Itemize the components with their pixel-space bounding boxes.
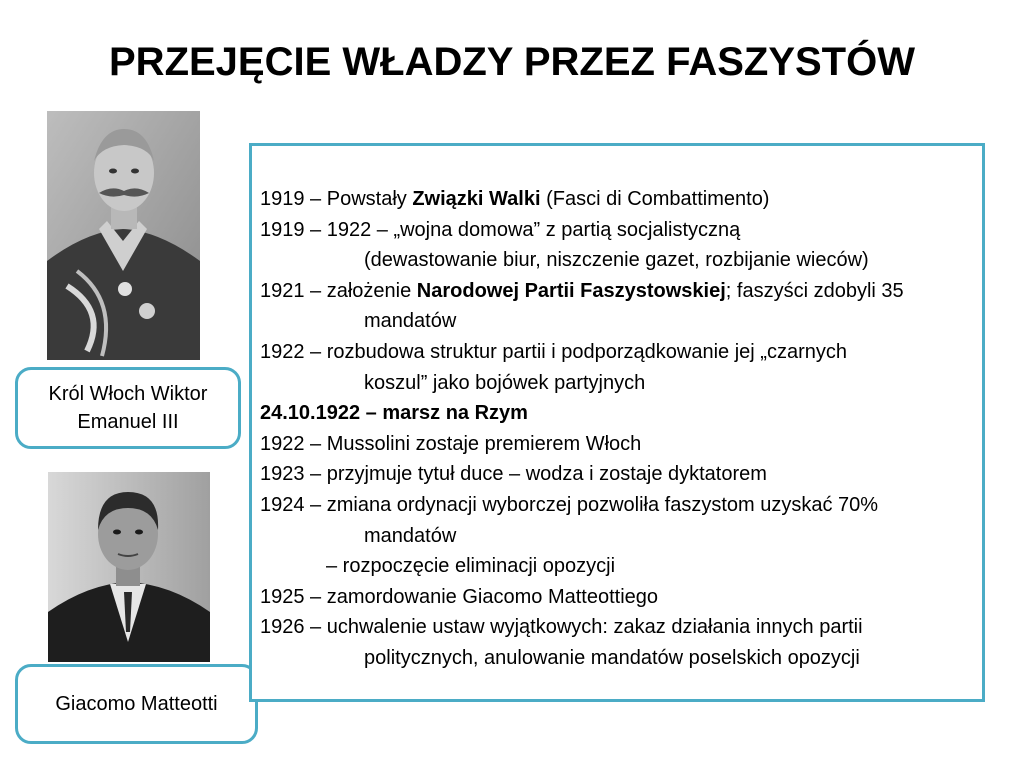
- timeline-line-6: 1922 – rozbudowa struktur partii i podporządkowanie jej „czarnych: [260, 340, 847, 363]
- timeline-line-3: (dewastowanie biur, niszczenie gazet, rozbijanie wieców): [364, 249, 869, 272]
- timeline-line-16: politycznych, anulowanie mandatów poselskich opozycji: [364, 646, 860, 669]
- timeline-box: [249, 143, 985, 702]
- matteotti-portrait-image: [48, 472, 210, 662]
- matteotti-portrait-drawing: [48, 472, 210, 662]
- timeline-bold-text: Związki Walki: [412, 188, 541, 210]
- timeline-line-2: 1919 – 1922 – „wojna domowa” z partią socjalistyczną: [260, 218, 741, 241]
- timeline-line-13: – rozpoczęcie eliminacji opozycji: [326, 555, 616, 578]
- matteotti-caption: [15, 664, 258, 744]
- king-portrait-drawing: [47, 111, 200, 360]
- king-portrait-image: [47, 111, 200, 360]
- matteotti-caption-text: Giacomo Matteotti: [55, 693, 218, 715]
- timeline-line-8: 24.10.1922 – marsz na Rzym: [260, 402, 528, 425]
- timeline-line-11: 1924 – zmiana ordynacji wyborczej pozwoliła faszystom uzyskać 70%: [260, 493, 879, 516]
- timeline-text: (Fasci di Combattimento): [540, 188, 770, 210]
- timeline-text: ; faszyści zdobyli 35: [725, 279, 904, 302]
- timeline-line-10: 1923 – przyjmuje tytuł duce – wodza i zostaje dyktatorem: [260, 463, 767, 486]
- timeline-line-5: mandatów: [364, 310, 457, 333]
- timeline-line-1: [260, 184, 976, 215]
- king-caption-text: Król Włoch Wiktor Emanuel III: [48, 383, 208, 433]
- timeline-line-15: 1926 – uchwalenie ustaw wyjątkowych: zakaz działania innych partii: [260, 616, 863, 639]
- timeline-bold-text: Narodowej Partii Faszystowskiej: [416, 279, 726, 302]
- timeline-line-4: [260, 276, 976, 307]
- king-caption: [15, 367, 241, 449]
- timeline-line-14: 1925 – zamordowanie Giacomo Matteottiego: [260, 585, 659, 608]
- timeline-line-12: mandatów: [364, 524, 457, 547]
- timeline-text: 1921 – założenie: [260, 279, 417, 302]
- timeline-text: 1919 – Powstały: [260, 188, 413, 210]
- timeline-line-9: 1922 – Mussolini zostaje premierem Włoch: [260, 432, 642, 455]
- slide-title: PRZEJĘCIE WŁADZY PRZEZ FASZYSTÓW: [109, 40, 915, 84]
- timeline-line-7: koszul” jako bojówek partyjnych: [364, 371, 646, 394]
